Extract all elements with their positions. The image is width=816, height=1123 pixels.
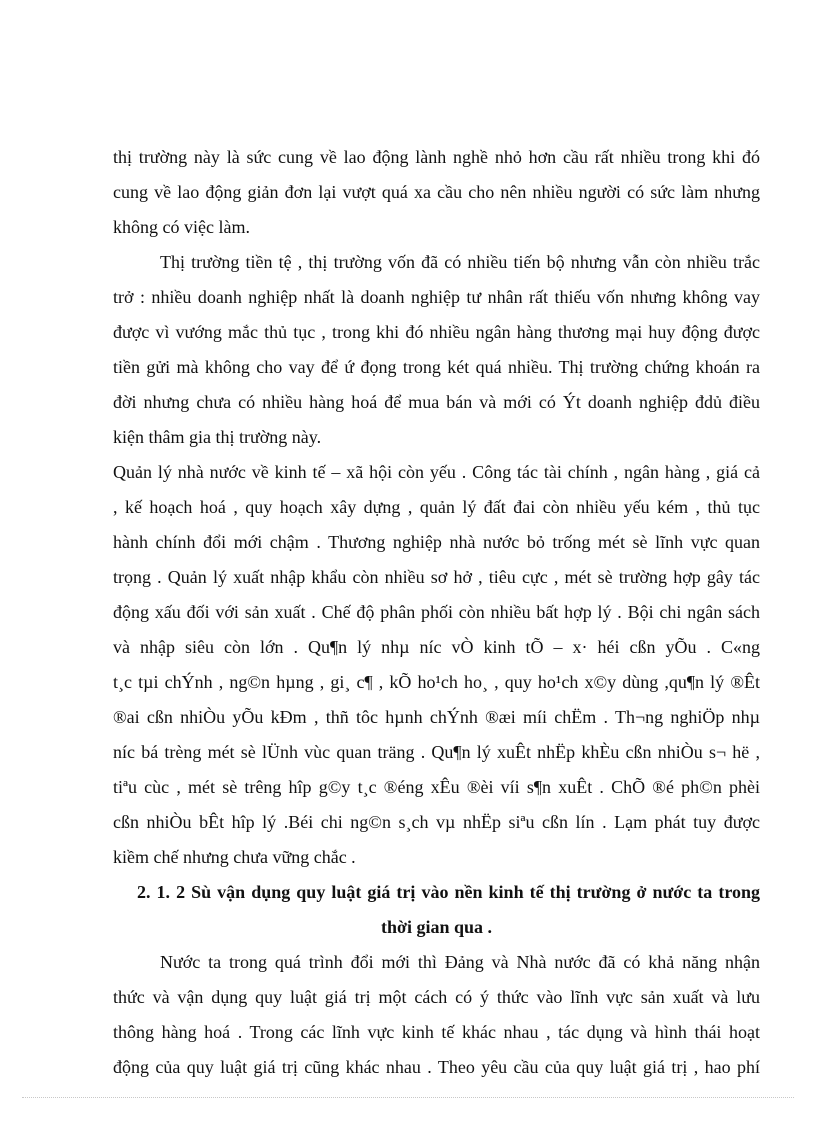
text-line: Nước ta trong quá trình đổi mới thì Đảng và Nhà nước đã có khả năng nhận [160,952,760,972]
text-line: cßn nhiÒu bÊt hîp lý .Béi chi ng©n s¸ch vµ nhËp siªu cßn lín . Lạm phát tuy được [113,812,760,832]
text-line: và nhập siêu còn lớn . Qu¶n lý nhµ níc vÒ kinh tÕ – x· héi cßn yÕu . C«ng [113,637,760,657]
text-line: thông hàng hoá . Trong các lĩnh vực kinh tế khác nhau , tác dụng và hình thái hoạt [113,1022,760,1042]
page-bottom-divider [22,1097,794,1098]
paragraph-3 [113,455,760,875]
section-heading-line-2: thời gian qua . [380,917,492,937]
text-line: được vì vướng mắc thủ tục , trong khi đó nhiều ngân hàng thương mại huy động được [113,322,760,342]
text-line: đời nhưng chưa có nhiều hàng hoá để mua bán và mới có Ýt doanh nghiệp đdủ điều [113,392,760,412]
document-page [113,140,760,1085]
text-line: trở : nhiều doanh nghiệp nhất là doanh nghiệp tư nhân rất thiếu vốn nhưng không vay [113,287,760,307]
text-line: hành chính đổi mới chậm . Thương nghiệp nhà nước bỏ trống mét sè lĩnh vực quan [113,532,760,552]
text-line: ®ai cßn nhiÒu yÕu kÐm , thñ tôc hµnh chÝnh ®æi míi chËm . Th¬ng nghiÖp nhµ [113,707,760,727]
paragraph-4 [113,945,760,1085]
text-line: thị trường này là sức cung về lao động lành nghề nhỏ hơn cầu rất nhiều trong khi đó [113,147,760,167]
text-line: , kế hoạch hoá , quy hoạch xây dựng , quản lý đất đai còn nhiều yếu kém , thủ tục [113,497,760,517]
section-heading [113,875,760,945]
text-line: tiªu cùc , mét sè trêng hîp g©y t¸c ®éng xÊu ®èi víi s¶n xuÊt . ChÕ ®é ph©n phèi [113,777,760,797]
paragraph-2 [113,245,760,455]
text-line: không có việc làm. [113,217,250,237]
paragraph-1 [113,140,760,245]
section-heading-line-1: 2. 1. 2 Sù vận dụng quy luật giá trị vào nền kinh tế thị trường ở nước ta trong [137,882,760,902]
text-line: trọng . Quản lý xuất nhập khẩu còn nhiều sơ hở , tiêu cực , mét sè trường hợp gây tác [113,567,760,587]
text-line: thức và vận dụng quy luật giá trị một cách có ý thức vào lĩnh vực sản xuất và lưu [113,987,760,1007]
text-line: động xấu đối với sản xuất . Chế độ phân phối còn nhiều bất hợp lý . Bội chi ngân sách [113,602,760,622]
text-line: cung về lao động giản đơn lại vượt quá xa cầu cho nên nhiều người có sức làm nhưng [113,182,760,202]
text-line: tiền gửi mà không cho vay để ứ đọng trong két quá nhiều. Thị trường chứng khoán ra [113,357,760,377]
text-line: t¸c tµi chÝnh , ng©n hµng , gi¸ c¶ , kÕ ho¹ch ho¸ , quy ho¹ch x©y dùng ,qu¶n lý ®Êt [113,672,760,692]
text-line: kiện thâm gia thị trường này. [113,427,322,447]
text-line: níc bá trèng mét sè lÜnh vùc quan träng . Qu¶n lý xuÊt nhËp khÈu cßn nhiÒu s¬ hë , [113,742,760,762]
text-line: động của quy luật giá trị cũng khác nhau . Theo yêu cầu của quy luật giá trị , hao phí [113,1057,760,1077]
text-line: kiềm chế nhưng chưa vững chắc . [113,847,356,867]
text-line: Thị trường tiền tệ , thị trường vốn đã có nhiều tiến bộ nhưng vẫn còn nhiều trắc [160,252,760,272]
text-line: Quản lý nhà nước về kinh tế – xã hội còn yếu . Công tác tài chính , ngân hàng , giá cả [113,462,760,482]
